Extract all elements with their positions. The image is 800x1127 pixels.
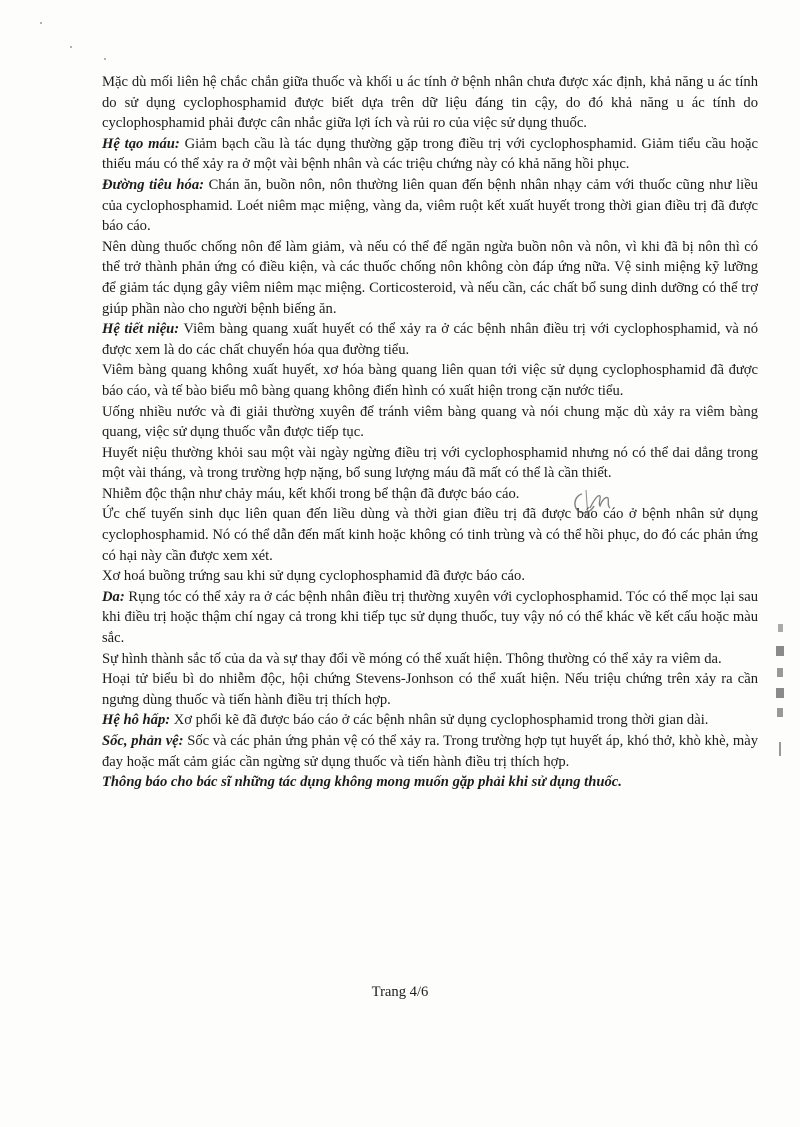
paragraph-text: Nên dùng thuốc chống nôn để làm giảm, và nếu có thể để ngăn ngừa buồn nôn và nôn, vì khi đã bị nôn thì có thể trở thành phản ứng có điều kiện, và các thuốc chống nôn không còn đáp ứng nữa. Vệ sinh miệng kỹ lưỡng để giảm tác dụng gây viêm niêm mạc miệng. Corticosteroid, và nếu cần, các chất bổ sung dinh dưỡng có thể trợ giúp phần nào cho người bệnh biếng ăn. xyxy=(102,238,758,317)
paragraph-text: Uống nhiều nước và đi giải thường xuyên để tránh viêm bàng quang và nói chung mặc dù xảy ra viêm bàng quang, việc sử dụng thuốc vẫn được tiếp tục. xyxy=(102,403,758,441)
scan-speck xyxy=(70,46,72,48)
paragraph-antiemetic xyxy=(102,237,758,319)
paragraph-pigmentation xyxy=(102,649,758,670)
section-heading-urinary: Hệ tiết niệu: xyxy=(102,321,180,338)
section-heading-digestive: Đường tiêu hóa: xyxy=(102,176,204,193)
paragraph-malignancy xyxy=(102,72,758,134)
paragraph-text: Hoại tử biểu bì do nhiễm độc, hội chứng Stevens-Jonhson có thể xuất hiện. Nếu triệu chứng trên xảy ra cần ngưng dùng thuốc và tiến hành điều trị thích hợp. xyxy=(102,671,758,708)
paragraph-hydration xyxy=(102,402,758,443)
paragraph-hematuria xyxy=(102,443,758,484)
section-heading-skin: Da: xyxy=(102,588,125,605)
paragraph-respiratory xyxy=(102,710,758,731)
section-heading-respiratory: Hệ hô hấp: xyxy=(102,712,171,729)
paragraph-text: Mặc dù mối liên hệ chắc chắn giữa thuốc và khối u ác tính ở bệnh nhân chưa được xác định, khả năng u ác tính do sử dụng cyclophosphamid được biết dựa trên dữ liệu đáng tin cậy, do đó khả năng u ác tính do cyclophosphamid phải được cân nhắc giữa lợi ích và rủi ro của việc sử dụng thuốc. xyxy=(102,74,758,132)
paragraph-text: Huyết niệu thường khỏi sau một vài ngày ngừng điều trị với cyclophosphamid nhưng nó có thể dai dẳng trong một vài tháng, và trong trường hợp nặng, bổ sung lượng máu đã mất có thể là cần thiết. xyxy=(102,444,758,482)
paragraph-text: Ức chế tuyến sinh dục liên quan đến liều dùng và thời gian điều trị đã được báo cáo ở bệnh nhân sử dụng cyclophosphamid. Nó có thể dẫn đến mất kinh hoặc không có tinh trùng và có thể hồi phục, do đó các phản ứng có hại này cần được xem xét. xyxy=(102,506,758,564)
paragraph-digestive xyxy=(102,175,758,237)
scan-speck xyxy=(104,58,106,60)
section-heading-anaphylaxis: Sốc, phản vệ: xyxy=(102,733,184,749)
page-number: Trang 4/6 xyxy=(371,984,429,1000)
notice-statement: Thông báo cho bác sĩ những tác dụng không mong muốn gặp phải khi sử dụng thuốc. xyxy=(102,774,622,791)
paragraph-text: Viêm bàng quang không xuất huyết, xơ hóa bàng quang liên quan tới việc sử dụng cyclophosphamid đã được báo cáo, và tế bào biểu mô bàng quang không điển hình có xuất hiện trong cặn nước tiểu. xyxy=(102,362,758,399)
paragraph-text: Nhiễm độc thận như chảy máu, kết khối trong bể thận đã được báo cáo. xyxy=(102,485,520,502)
margin-edge-marks xyxy=(772,624,790,764)
paragraph-necrolysis xyxy=(102,669,758,710)
paragraph-text: Chán ăn, buồn nôn, nôn thường liên quan đến bệnh nhân nhạy cảm với thuốc cũng như liều của cyclophosphamid. Loét niêm mạc miệng, vàng da, viêm ruột kết xuất huyết trong thời gian điều trị đã được báo cáo. xyxy=(102,176,758,235)
handwritten-initials-mark xyxy=(568,486,614,522)
paragraph-text: Xơ phổi kẽ đã được báo cáo ở các bệnh nhân sử dụng cyclophosphamid trong thời gian dài. xyxy=(170,712,709,729)
paragraph-skin xyxy=(102,587,758,649)
paragraph-text: Rụng tóc có thể xảy ra ở các bệnh nhân điều trị thường xuyên với cyclophosphamid. Tóc có thể mọc lại sau khi điều trị hoặc thậm chí ngay cả trong khi tiếp tục sử dụng thuốc, tuy vậy nó có thể khác về kết cấu hoặc màu sắc. xyxy=(102,588,758,647)
scan-speck xyxy=(40,22,42,24)
paragraph-urinary xyxy=(102,319,758,360)
paragraph-text: Giảm bạch cầu là tác dụng thường gặp trong điều trị với cyclophosphamid. Giảm tiểu cầu hoặc thiếu máu có thể xảy ra ở một vài bệnh nhân và các triệu chứng này có khả năng hồi phục. xyxy=(102,135,758,173)
paragraph-text: Viêm bàng quang xuất huyết có thể xảy ra ở các bệnh nhân điều trị với cyclophosphamid, và nó được xem là do các chất chuyển hóa qua đường tiểu. xyxy=(102,321,758,358)
section-heading-hematopoietic: Hệ tạo máu: xyxy=(102,135,180,152)
paragraph-gonadal xyxy=(102,504,758,566)
paragraph-text: Sốc và các phản ứng phản vệ có thể xảy ra. Trong trường hợp tụt huyết áp, khó thở, khò khè, mày đay hoặc mất cảm giác cần ngừng sử dụng thuốc và tiến hành điều trị thích hợp. xyxy=(102,733,758,770)
paragraph-anaphylaxis xyxy=(102,731,758,772)
paragraph-nephrotoxicity xyxy=(102,484,758,505)
paragraph-text: Xơ hoá buồng trứng sau khi sử dụng cyclophosphamid đã được báo cáo. xyxy=(102,568,525,585)
paragraph-text: Sự hình thành sắc tố của da và sự thay đổi về móng có thể xuất hiện. Thông thường có thể xảy ra viêm da. xyxy=(102,650,722,667)
paragraph-ovarian xyxy=(102,566,758,587)
document-body xyxy=(102,72,758,793)
paragraph-cystitis xyxy=(102,360,758,401)
paragraph-hematopoietic xyxy=(102,134,758,175)
